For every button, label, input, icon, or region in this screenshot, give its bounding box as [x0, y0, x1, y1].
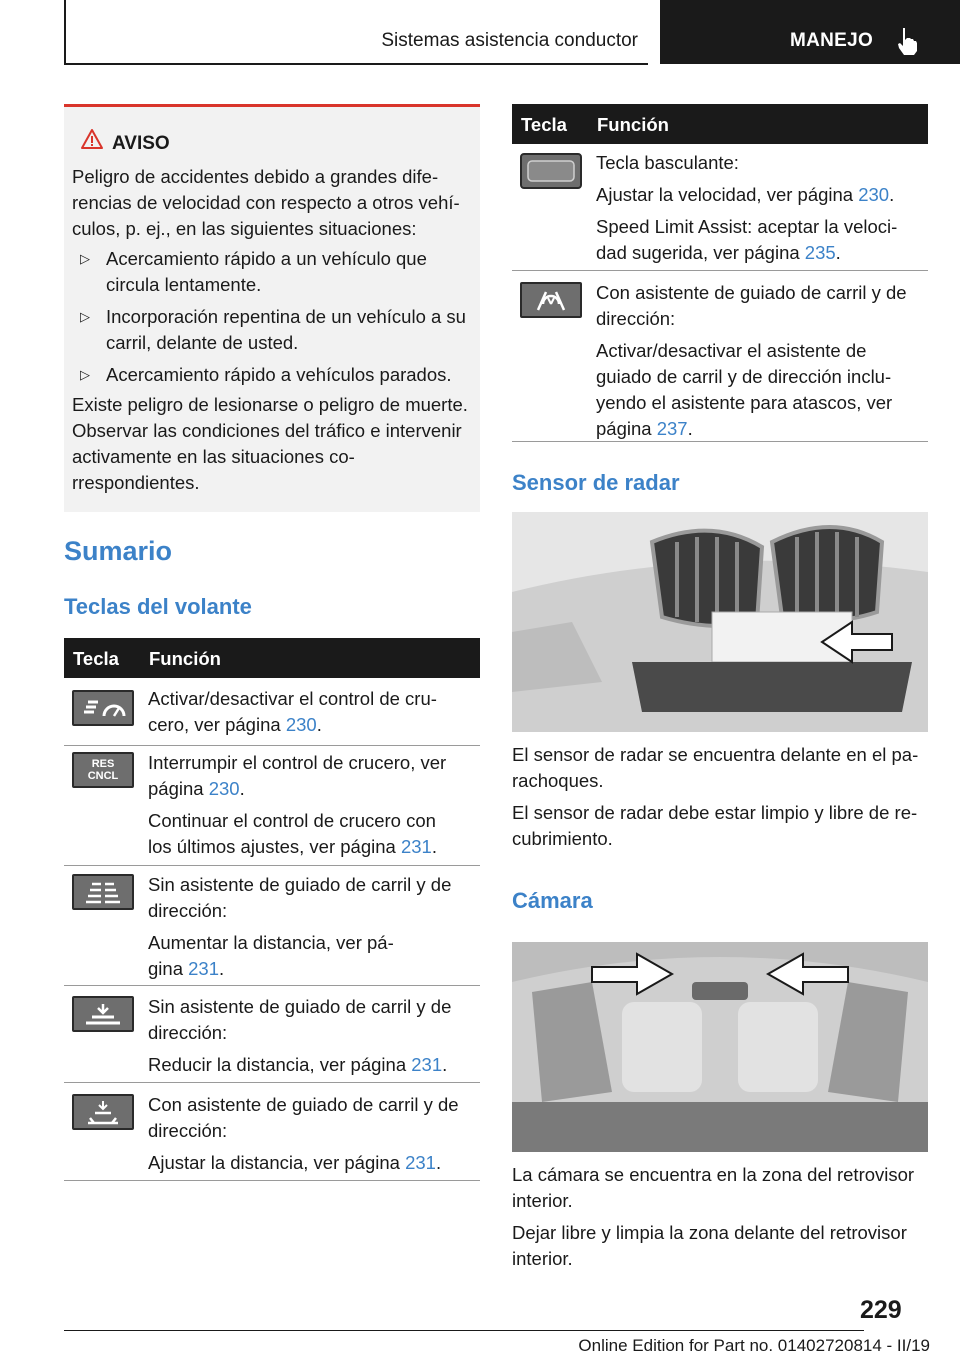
- car-front-radar-photo: [512, 512, 928, 732]
- text-line: interior.: [512, 1190, 573, 1211]
- camera-paragraph: [512, 1162, 932, 1214]
- radar-paragraph: [512, 800, 932, 852]
- row-divider: [64, 1082, 480, 1083]
- col-header-function: Función: [149, 648, 221, 669]
- warning-closing: Existe peligro de lesionarse o peligro de muerte. Observar las condiciones del tráfico e intervenir activamente en las situaciones co-rrespondientes.: [72, 394, 468, 493]
- text-line: cubrimiento.: [512, 828, 613, 849]
- page-link[interactable]: 235: [804, 242, 836, 263]
- camera-paragraph: [512, 1220, 932, 1272]
- cell-line: Tecla basculante:: [596, 152, 739, 173]
- table-header: [64, 638, 480, 678]
- table-cell-function: [148, 872, 478, 982]
- cell-line: Interrumpir el control de crucero, ver: [148, 752, 447, 773]
- page-link[interactable]: 231: [188, 958, 219, 979]
- page-number: 229: [860, 1296, 902, 1324]
- cell-line: dirección:: [148, 1120, 228, 1141]
- camera-heading: Cámara: [512, 888, 593, 913]
- text-line: interior.: [512, 1248, 573, 1269]
- cell-line: Sin asistente de guiado de carril y de: [148, 996, 452, 1017]
- cell-line: Sin asistente de guiado de carril y de: [148, 874, 452, 895]
- warning-title: AVISO: [112, 133, 170, 154]
- row-divider: [64, 985, 480, 986]
- warning-triangle-icon: [80, 128, 104, 150]
- page-link[interactable]: 230: [285, 714, 317, 735]
- table-cell-function: [148, 1092, 478, 1176]
- col-header-function: Función: [597, 114, 669, 135]
- cell-line: Speed Limit Assist: aceptar la veloci-: [596, 216, 898, 237]
- page-link[interactable]: 230: [858, 184, 890, 205]
- cell-line: Reducir la distancia, ver página 231.: [148, 1054, 448, 1075]
- cell-line: página 237.: [596, 418, 693, 439]
- text-line: El sensor de radar se encuentra delante en el pa-: [512, 744, 919, 765]
- table-cell-function: [148, 686, 478, 738]
- footer-rule: [64, 1330, 864, 1331]
- warning-intro: Peligro de accidentes debido a grandes dife-rencias de velocidad con respecto a otros vehí-culos, p. ej., en las siguientes situaciones:: [72, 166, 460, 239]
- cell-line: cero, ver página 230.: [148, 714, 322, 735]
- col-header-key: Tecla: [73, 648, 119, 669]
- table-cell-function: [596, 150, 926, 266]
- page-link[interactable]: 237: [656, 418, 688, 439]
- radar-paragraph: [512, 742, 932, 794]
- cell-line: los últimos ajustes, ver página 231.: [148, 836, 437, 857]
- car-interior-camera-photo: [512, 942, 928, 1152]
- cell-line: dirección:: [148, 900, 228, 921]
- row-divider: [64, 745, 480, 746]
- table-cell-function: [148, 750, 478, 860]
- cell-line: Ajustar la distancia, ver página 231.: [148, 1152, 442, 1173]
- bullet-marker: ▷: [80, 367, 90, 382]
- cell-line: Activar/desactivar el control de cru-: [148, 688, 437, 709]
- lane-steering-assist-icon: [520, 282, 582, 318]
- rocker-switch-icon: [520, 153, 582, 189]
- steering-keys-heading: Teclas del volante: [64, 594, 252, 619]
- bullet-marker: ▷: [80, 251, 90, 266]
- text-line: El sensor de radar debe estar limpio y libre de re-: [512, 802, 918, 823]
- cell-line: guiado de carril y de dirección inclu-: [596, 366, 892, 387]
- page-link[interactable]: 230: [208, 778, 240, 799]
- table-cell-function: [148, 994, 478, 1078]
- distance-adjust-lane-icon: [72, 1094, 134, 1130]
- summary-heading: Sumario: [64, 536, 173, 566]
- cruise-control-icon: [72, 690, 134, 726]
- warning-bullet: Acercamiento rápido a vehículos parados.: [106, 364, 452, 385]
- text-line: La cámara se encuentra en la zona del retrovisor: [512, 1164, 915, 1185]
- row-divider: [512, 441, 928, 442]
- cell-line: dirección:: [148, 1022, 228, 1043]
- row-divider: [512, 270, 928, 271]
- col-header-key: Tecla: [521, 114, 567, 135]
- res-cncl-icon: RES CNCL: [72, 752, 134, 788]
- header-rule-left: [64, 0, 66, 64]
- cell-line: Continuar el control de crucero con: [148, 810, 436, 831]
- cell-line: Con asistente de guiado de carril y de: [596, 282, 907, 303]
- page-link[interactable]: 231: [405, 1152, 436, 1173]
- cell-line: dirección:: [596, 308, 676, 329]
- page-link[interactable]: 231: [411, 1054, 443, 1075]
- table-cell-function: [596, 280, 926, 442]
- cell-line: gina 231.: [148, 958, 225, 979]
- cell-line: yendo el asistente para atascos, ver: [596, 392, 893, 413]
- distance-decrease-icon: [72, 996, 134, 1032]
- text-line: Dejar libre y limpia la zona delante del retrovisor: [512, 1222, 907, 1243]
- cell-line: Con asistente de guiado de carril y de: [148, 1094, 459, 1115]
- text-line: rachoques.: [512, 770, 604, 791]
- radar-heading: Sensor de radar: [512, 470, 680, 495]
- cell-line: Activar/desactivar el asistente de: [596, 340, 867, 361]
- row-divider: [64, 1180, 480, 1181]
- page-link[interactable]: 231: [400, 836, 432, 857]
- distance-increase-icon: [72, 874, 134, 910]
- cell-line: Aumentar la distancia, ver pá-: [148, 932, 394, 953]
- cell-line: página 230.: [148, 778, 245, 799]
- bullet-marker: ▷: [80, 309, 90, 324]
- warning-bullet: Acercamiento rápido a un vehículo que circula lentamente.: [106, 248, 427, 295]
- hand-pointer-icon: [892, 24, 922, 56]
- cell-line: Ajustar la velocidad, ver página 230.: [596, 184, 895, 205]
- footer-edition: Online Edition for Part no. 01402720814 - II/19: [578, 1336, 930, 1355]
- chapter-title: MANEJO: [790, 30, 874, 51]
- section-title: Sistemas asistencia conductor: [381, 30, 638, 51]
- cell-line: dad sugerida, ver página 235.: [596, 242, 841, 263]
- warning-bullet: Incorporación repentina de un vehículo a su carril, delante de usted.: [106, 306, 466, 353]
- header-rule-bottom: [64, 63, 648, 65]
- table-header: [512, 104, 928, 144]
- row-divider: [64, 865, 480, 866]
